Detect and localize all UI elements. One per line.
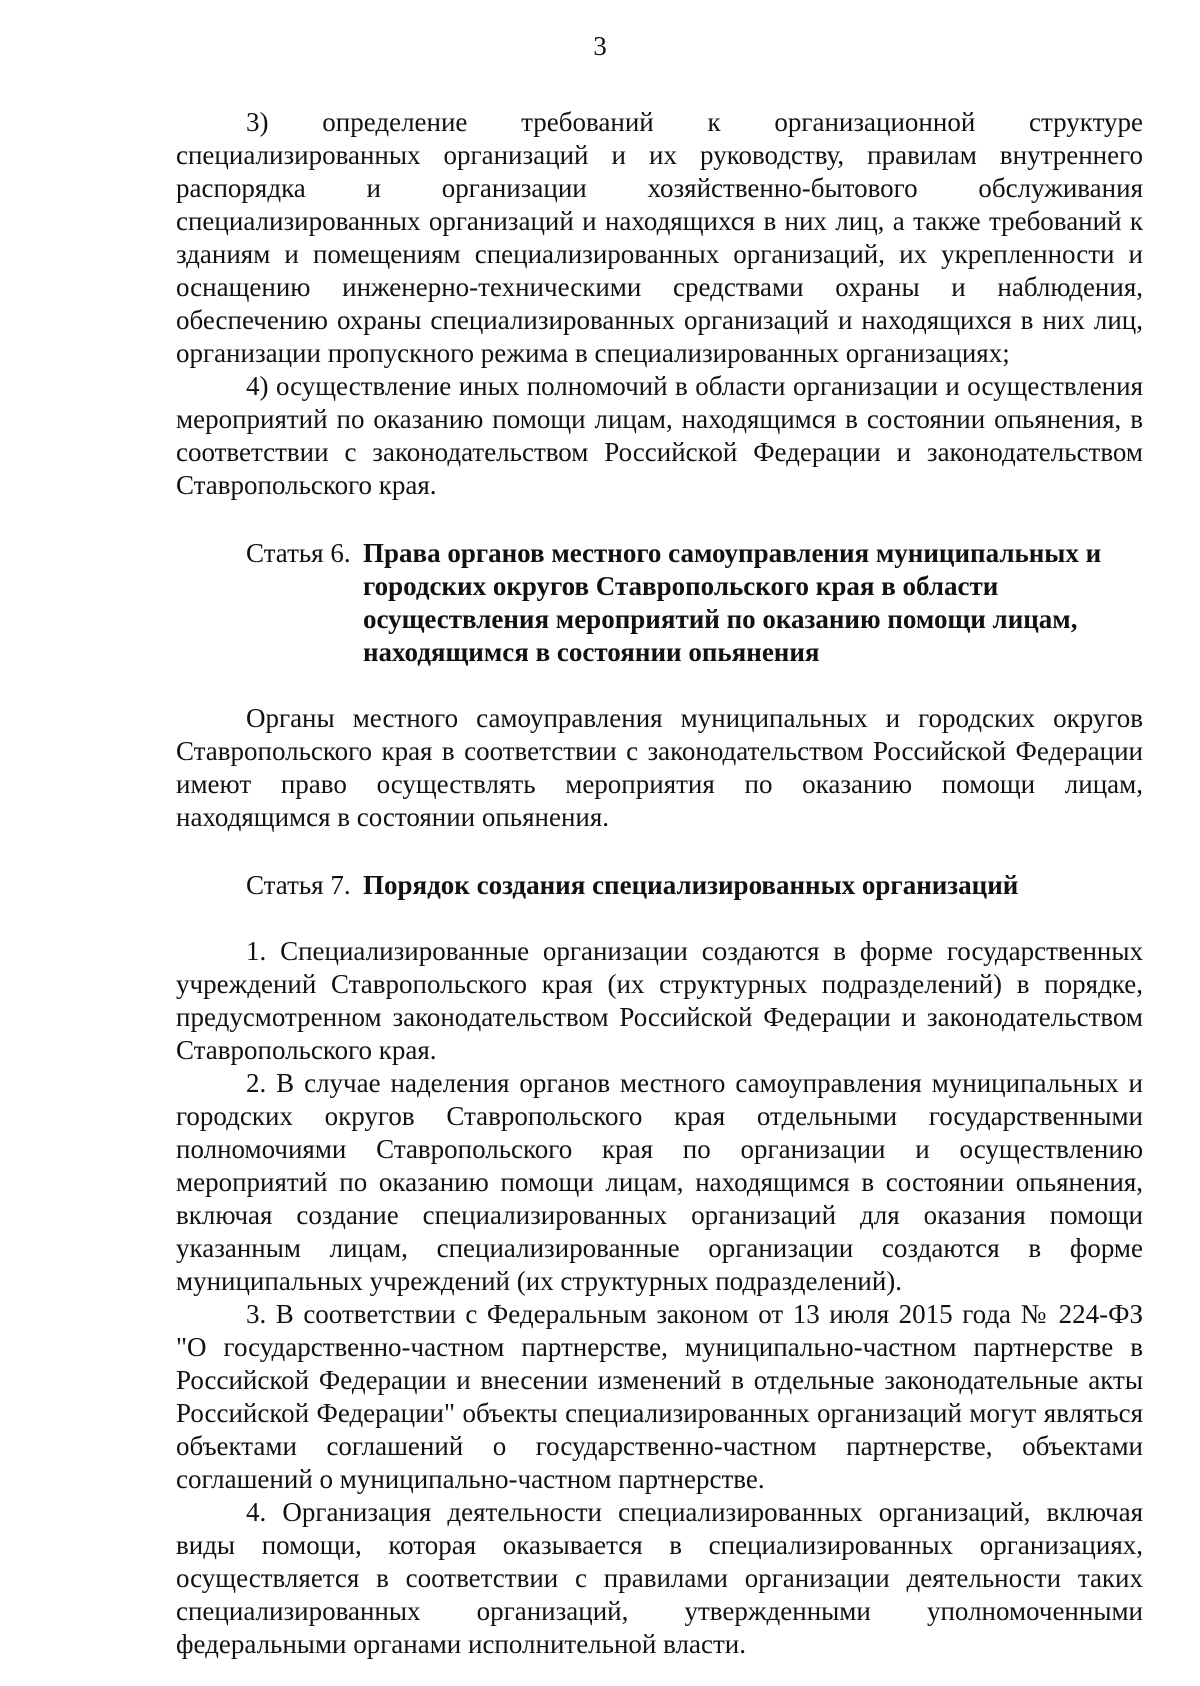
article-6-paragraph: Органы местного самоуправления муниципальных и городских округов Ставропольского края в соответствии с законодательством Российской Федерации имеют право осуществлять мероприятия по оказанию помощи лицам, находящимся в состоянии опьянения. bbox=[176, 703, 1143, 832]
article-7-paragraph-4: 4. Организация деятельности специализированных организаций, включая виды помощи, которая оказывается в специализированных организациях, осуществляется в соответствии с правилами организации деятельности таких специализированных организаций, утвержденными уполномоченными федеральными органами исполнительной власти. bbox=[176, 1497, 1143, 1659]
paragraph-item-3: 3) определение требований к организационной структуре специализированных организаций и их руководству, правилам внутреннего распорядка и организации хозяйственно-бытового обслуживания специализированных организаций и находящихся в них лиц, а также требований к зданиям и помещениям специализированных организаций, их укрепленности и оснащению инженерно-техническими средствами охраны и наблюдения, обеспечению охраны специализированных организаций и находящихся в них лиц, организации пропускного режима в специализированных организациях; bbox=[176, 107, 1143, 368]
article-7-paragraph-1: 1. Специализированные организации создаются в форме государственных учреждений Ставропольского края (их структурных подразделений) в порядке, предусмотренном законодательством Российской Федерации и законодательством Ставропольского края. bbox=[176, 936, 1143, 1065]
article-7-paragraph-2: 2. В случае наделения органов местного самоуправления муниципальных и городских округов Ставропольского края отдельными государственными полномочиями Ставропольского края по организации и осуществлению мероприятий по оказанию помощи лицам, находящимся в состоянии опьянения, включая создание специализированных организаций для оказания помощи указанным лицам, специализированные организации создаются в форме муниципальных учреждений (их структурных подразделений). bbox=[176, 1068, 1143, 1296]
page-number: 3 bbox=[593, 31, 607, 61]
document-body bbox=[176, 106, 1143, 1661]
article-7-heading bbox=[176, 869, 1143, 902]
article-7-paragraph-3: 3. В соответствии с Федеральным законом от 13 июля 2015 года № 224-ФЗ "О государственно-частном партнерстве, муниципально-частном партнерстве в Российской Федерации и внесении изменений в отдельные законодательные акты Российской Федерации" объекты специализированных организаций могут являться объектами соглашений о государственно-частном партнерстве, объектами соглашений о муниципально-частном партнерстве. bbox=[176, 1299, 1143, 1494]
article-6-title: Права органов местного самоуправления муниципальных и городских округов Ставропольского края в области осуществления мероприятий по оказанию помощи лицам, находящимся в состоянии опьянения bbox=[363, 538, 1102, 667]
article-6-heading bbox=[176, 537, 1143, 669]
article-7-label: Статья 7. bbox=[246, 870, 351, 900]
article-7-title: Порядок создания специализированных организаций bbox=[363, 870, 1019, 900]
article-6-label: Статья 6. bbox=[246, 538, 351, 568]
paragraph-item-4: 4) осуществление иных полномочий в области организации и осуществления мероприятий по оказанию помощи лицам, находящимся в состоянии опьянения, в соответствии с законодательством Российской Федерации и законодательством Ставропольского края. bbox=[176, 371, 1143, 500]
